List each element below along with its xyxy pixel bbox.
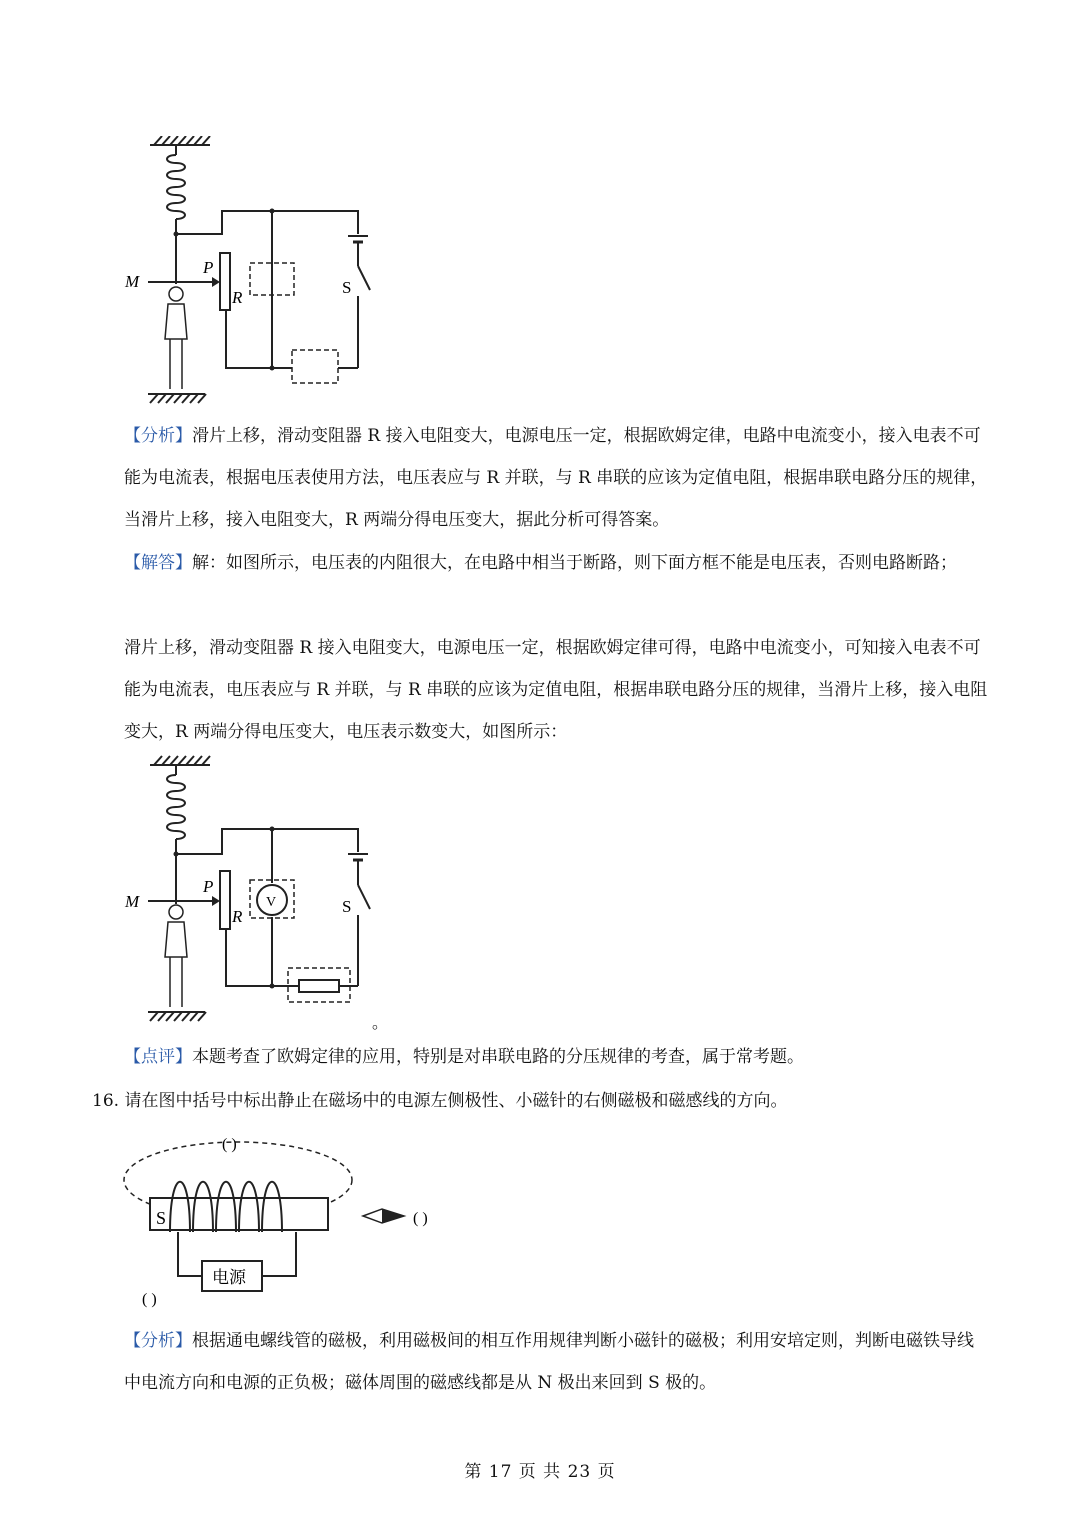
label-p: P <box>203 258 214 277</box>
answer-paragraph-1 <box>124 542 990 584</box>
voltmeter-label: V <box>266 895 277 910</box>
power-source-label: 电源 <box>212 1268 246 1287</box>
label-m-2: M <box>125 892 140 911</box>
label-s: S <box>342 278 352 297</box>
analysis-16-paragraph <box>124 1320 990 1404</box>
label-p-2: P <box>203 877 214 896</box>
page-footer: 第 17 页 共 23 页 <box>464 1462 616 1482</box>
answer-text-1: 解：如图所示，电压表的内阻很大，在电路中相当于断路，则下面方框不能是电压表，否则电路断路； <box>192 553 957 573</box>
answer-tag: 【解答】 <box>124 553 192 573</box>
answer-text-2: 滑片上移，滑动变阻器 R 接入电阻变大，电源电压一定，根据欧姆定律可得，电路中电流变小，可知接入电表不可能为电流表，电压表应与 R 并联，与 R 串联的应该为定值电阻，根据串联电路分压的规律，当滑片上移，接入电阻变大，R 两端分得电压变大，电压表示数变大，如图所示： <box>124 638 988 742</box>
analysis-text: 滑片上移，滑动变阻器 R 接入电阻变大，电源电压一定，根据欧姆定律，电路中电流变小，接入电表不可能为电流表，根据电压表使用方法，电压表应与 R 并联，与 R 串联的应该为定值电阻，根据串联电路分压的规律，当滑片上移，接入电阻变大，R 两端分得电压变大，据此分析可得答案。 <box>124 426 988 530</box>
question-number: 16. <box>92 1091 120 1111</box>
analysis-16-tag: 【分析】 <box>124 1331 192 1351</box>
question-text: 请在图中括号中标出静止在磁场中的电源左侧极性、小磁针的右侧磁极和磁感线的方向。 <box>124 1091 788 1111</box>
analysis-paragraph <box>124 415 990 541</box>
solenoid-figure <box>110 1128 480 1318</box>
analysis-16-text: 根据通电螺线管的磁极，利用磁极间的相互作用规律判断小磁针的磁极；利用安培定则，判断电磁铁导线中电流方向和电源的正负极；磁体周围的磁感线都是从 N 极出来回到 S 极的。 <box>124 1331 974 1393</box>
bracket-bottom: ( ) <box>142 1291 157 1308</box>
circuit-figure-2 <box>110 755 400 1045</box>
label-r-2: R <box>232 907 243 926</box>
trailing-mark: 。 <box>372 1015 389 1032</box>
bracket-right: ( ) <box>413 1210 428 1227</box>
bracket-top: ( ) <box>222 1136 237 1153</box>
comment-text: 本题考查了欧姆定律的应用，特别是对串联电路的分压规律的考查，属于常考题。 <box>192 1047 804 1067</box>
analysis-tag: 【分析】 <box>124 426 192 446</box>
circuit-figure-1 <box>110 136 400 406</box>
comment-tag: 【点评】 <box>124 1047 192 1067</box>
question-16 <box>92 1080 992 1122</box>
answer-paragraph-2 <box>124 627 990 753</box>
label-m: M <box>125 272 140 291</box>
comment-paragraph <box>124 1036 990 1078</box>
solenoid-s-label: S <box>156 1208 167 1228</box>
label-r: R <box>232 288 243 307</box>
label-s-2: S <box>342 897 352 916</box>
